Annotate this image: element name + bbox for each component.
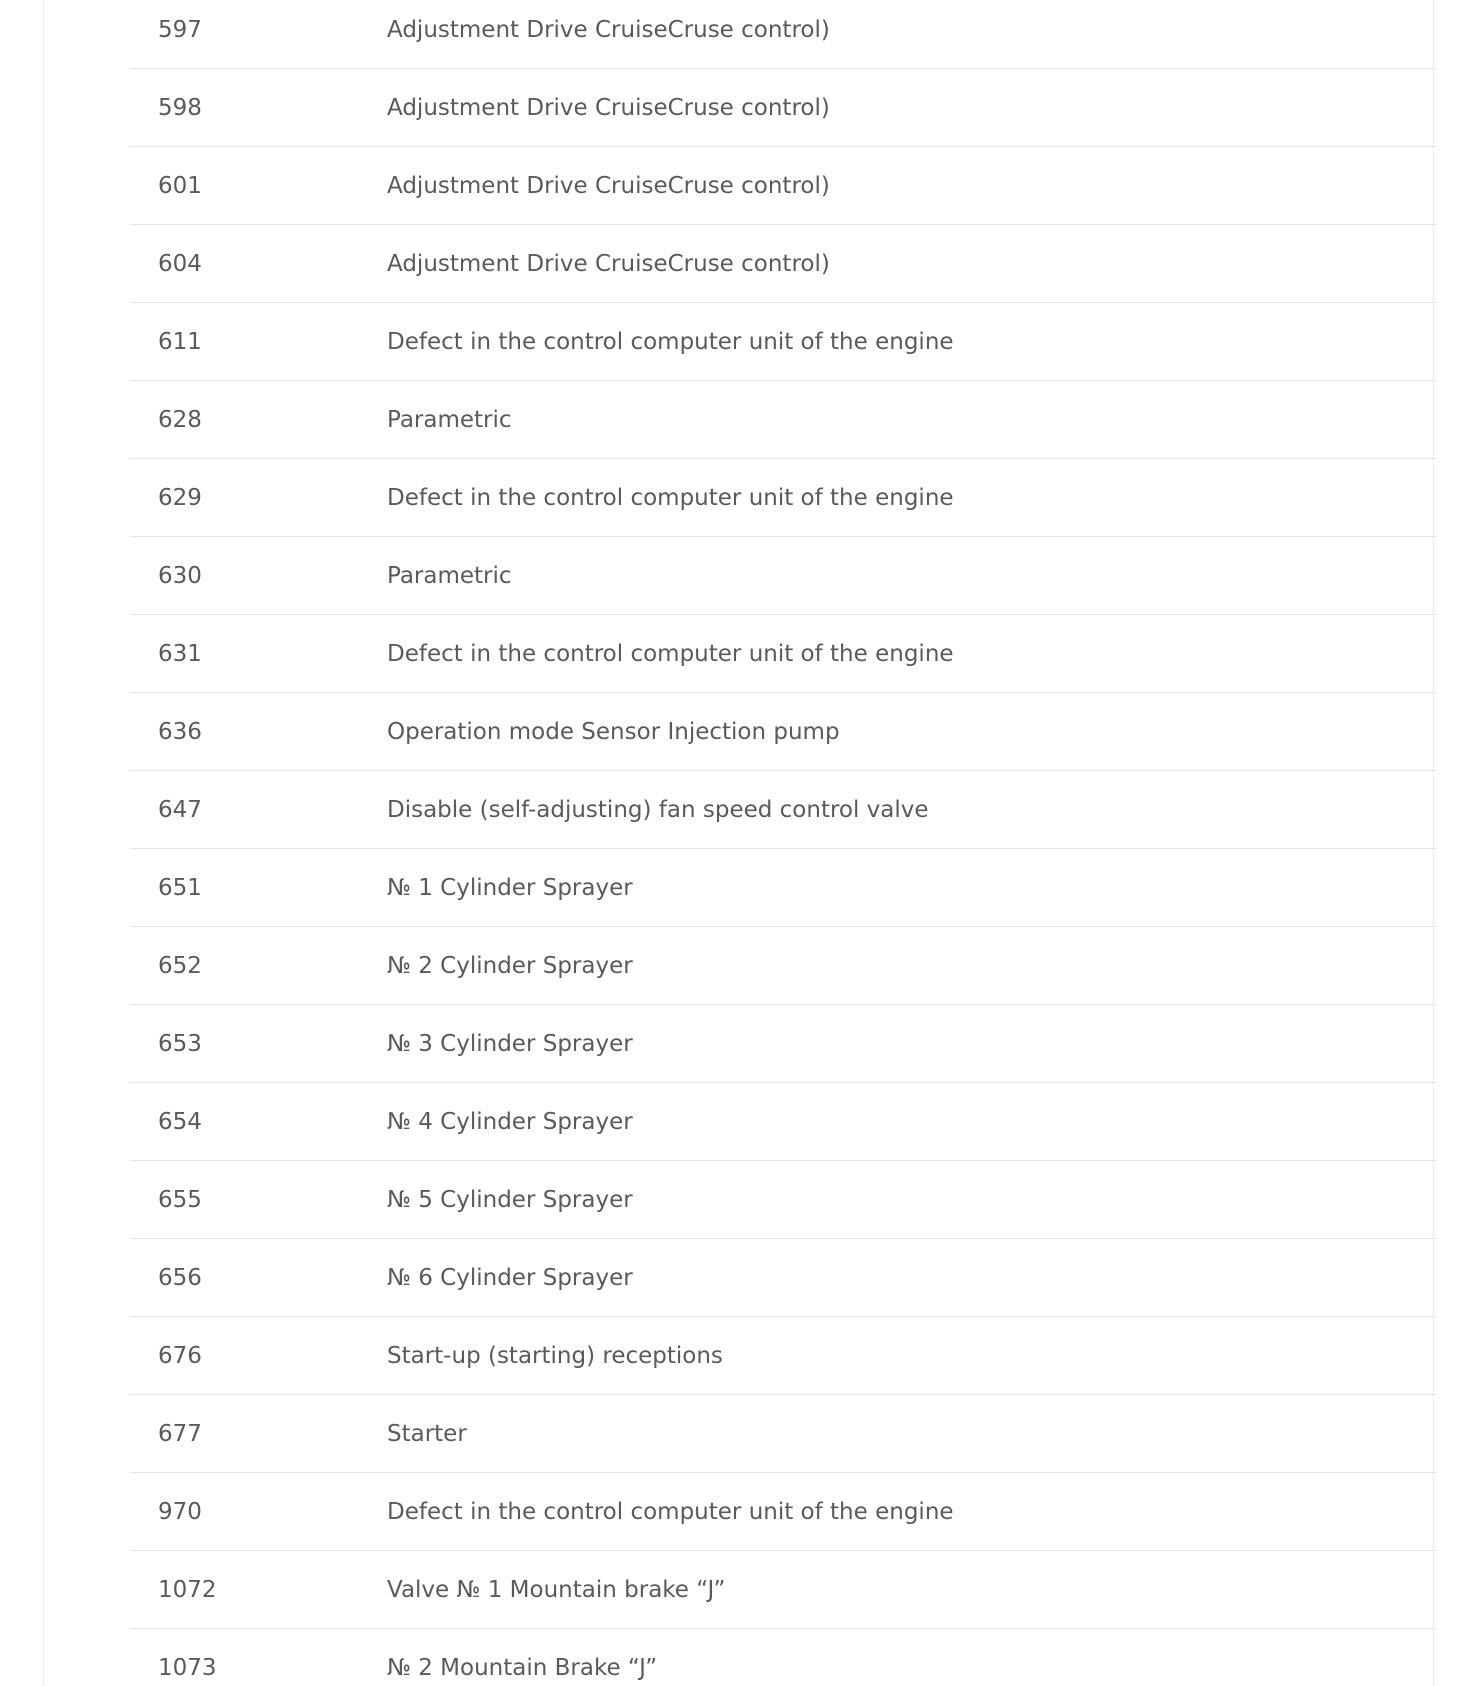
fault-code: 677 [130, 1395, 387, 1473]
fault-description: Starter [387, 1395, 1437, 1473]
fault-description: Defect in the control computer unit of the engine [387, 303, 1437, 381]
fault-description: № 3 Cylinder Sprayer [387, 1005, 1437, 1083]
fault-description: Valve № 1 Mountain brake “J” [387, 1551, 1437, 1629]
fault-code: 631 [130, 615, 387, 693]
table-row [130, 1005, 1437, 1083]
fault-description: № 5 Cylinder Sprayer [387, 1161, 1437, 1239]
fault-description: Adjustment Drive CruiseCruse control) [387, 147, 1437, 225]
fault-code: 653 [130, 1005, 387, 1083]
table-row [130, 381, 1437, 459]
fault-code: 597 [130, 0, 387, 69]
fault-description: № 2 Mountain Brake “J” [387, 1629, 1437, 1686]
fault-description: № 6 Cylinder Sprayer [387, 1239, 1437, 1317]
fault-description: Defect in the control computer unit of the engine [387, 459, 1437, 537]
fault-description: Defect in the control computer unit of the engine [387, 615, 1437, 693]
fault-code: 654 [130, 1083, 387, 1161]
table-row [130, 0, 1437, 69]
table-row [130, 1395, 1437, 1473]
table-row [130, 1239, 1437, 1317]
fault-codes-table [130, 0, 1437, 1686]
fault-description: Parametric [387, 537, 1437, 615]
fault-code: 970 [130, 1473, 387, 1551]
fault-code: 628 [130, 381, 387, 459]
fault-description: Adjustment Drive CruiseCruse control) [387, 225, 1437, 303]
fault-code: 676 [130, 1317, 387, 1395]
content-panel [43, 0, 1434, 1686]
table-row [130, 1551, 1437, 1629]
fault-description: Parametric [387, 381, 1437, 459]
table-row [130, 147, 1437, 225]
table-row [130, 771, 1437, 849]
fault-code: 651 [130, 849, 387, 927]
fault-code: 601 [130, 147, 387, 225]
fault-code: 655 [130, 1161, 387, 1239]
fault-code: 598 [130, 69, 387, 147]
table-row [130, 615, 1437, 693]
table-row [130, 927, 1437, 1005]
fault-description: Disable (self-adjusting) fan speed control valve [387, 771, 1437, 849]
table-row [130, 693, 1437, 771]
fault-description: Operation mode Sensor Injection pump [387, 693, 1437, 771]
table-row [130, 849, 1437, 927]
table-row [130, 1083, 1437, 1161]
fault-code: 647 [130, 771, 387, 849]
fault-description: Adjustment Drive CruiseCruse control) [387, 0, 1437, 69]
fault-code: 636 [130, 693, 387, 771]
fault-code: 656 [130, 1239, 387, 1317]
fault-description: Defect in the control computer unit of the engine [387, 1473, 1437, 1551]
fault-code: 1072 [130, 1551, 387, 1629]
fault-description: № 4 Cylinder Sprayer [387, 1083, 1437, 1161]
fault-description: Adjustment Drive CruiseCruse control) [387, 69, 1437, 147]
table-row [130, 303, 1437, 381]
fault-code: 604 [130, 225, 387, 303]
fault-code: 629 [130, 459, 387, 537]
fault-code: 652 [130, 927, 387, 1005]
table-row [130, 1317, 1437, 1395]
fault-code: 1073 [130, 1629, 387, 1686]
fault-description: № 2 Cylinder Sprayer [387, 927, 1437, 1005]
table-row [130, 69, 1437, 147]
table-row [130, 1473, 1437, 1551]
fault-description: Start-up (starting) receptions [387, 1317, 1437, 1395]
fault-code: 630 [130, 537, 387, 615]
fault-code: 611 [130, 303, 387, 381]
table-row [130, 537, 1437, 615]
table-row [130, 459, 1437, 537]
fault-codes-table-body [130, 0, 1437, 1686]
table-row [130, 1161, 1437, 1239]
fault-description: № 1 Cylinder Sprayer [387, 849, 1437, 927]
table-row [130, 225, 1437, 303]
table-row [130, 1629, 1437, 1686]
